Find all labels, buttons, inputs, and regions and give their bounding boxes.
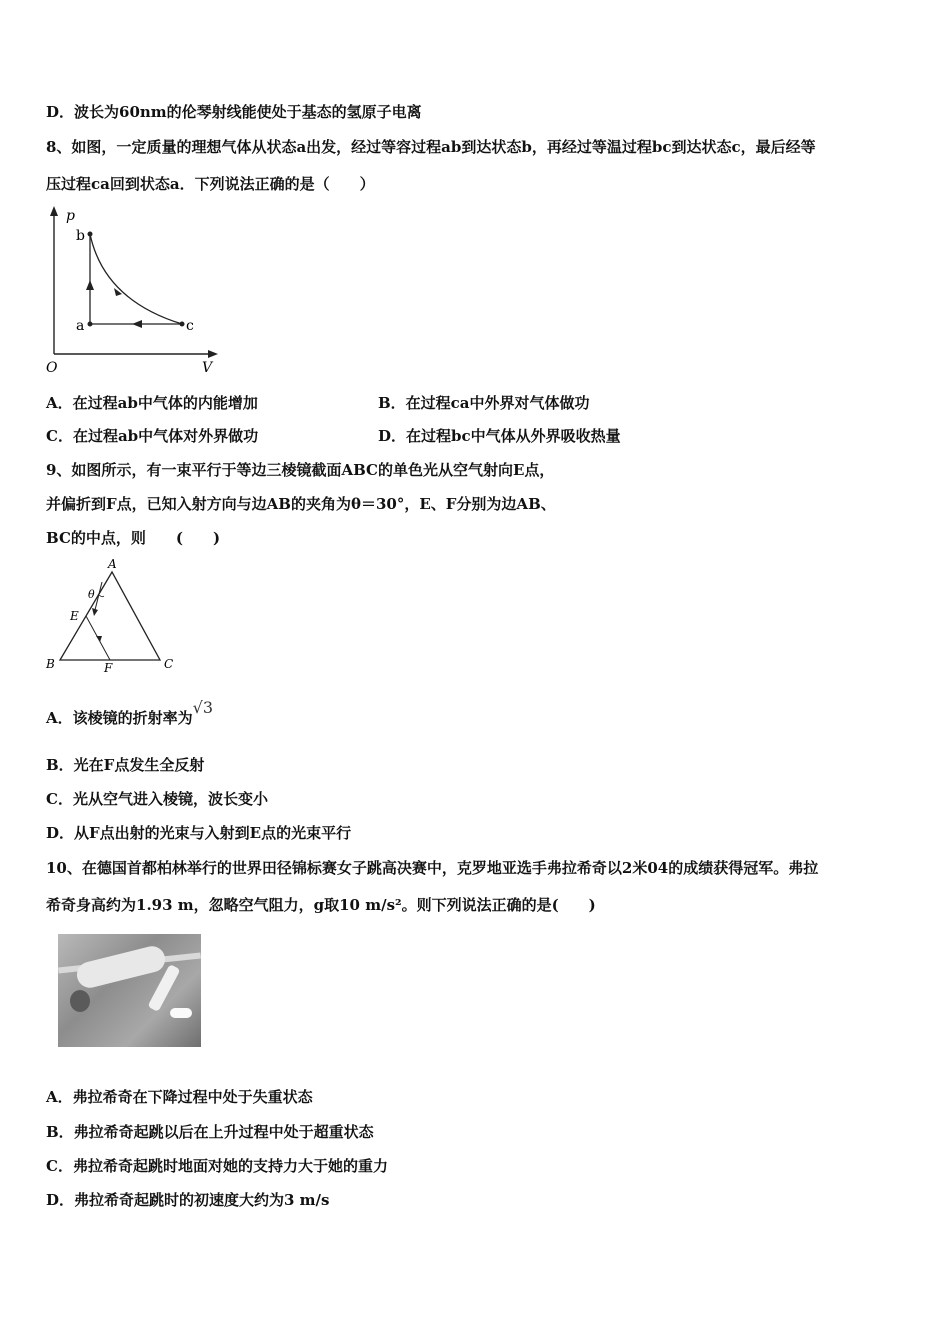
q8-option-b: B．在过程ca中外界对气体做功 <box>378 394 590 412</box>
vertex-c-label: C <box>164 657 174 671</box>
axis-p-label: p <box>66 208 75 224</box>
q10-option-b: B．弗拉希奇起跳以后在上升过程中处于超重状态 <box>46 1123 374 1141</box>
point-b-label: b <box>76 228 85 244</box>
point-a-label: a <box>76 318 85 334</box>
q9-stem-line2: 并偏折到F点，已知入射方向与边AB的夹角为θ＝30°，E、F分别为边AB、 <box>46 495 556 513</box>
q10-option-c: C．弗拉希奇起跳时地面对她的支持力大于她的重力 <box>46 1157 388 1175</box>
q8-option-c: C．在过程ab中气体对外界做功 <box>46 427 259 445</box>
point-f-label: F <box>104 661 113 675</box>
photo-athlete-shoe <box>170 1008 192 1018</box>
photo-athlete-body <box>74 943 168 990</box>
q7-option-d: D．波长为60nm的伦琴射线能使处于基态的氢原子电离 <box>46 103 422 121</box>
q8-stem-line1: 8、如图，一定质量的理想气体从状态a出发，经过等容过程ab到达状态b，再经过等温过程bc到达状态c，最后经等 <box>46 138 816 156</box>
q8-option-a: A．在过程ab中气体的内能增加 <box>46 394 258 412</box>
q10-option-a: A．弗拉希奇在下降过程中处于失重状态 <box>46 1088 313 1106</box>
q8-stem-line2: 压过程ca回到状态a．下列说法正确的是（ ） <box>46 175 375 193</box>
q9-stem-line1: 9、如图所示，有一束平行于等边三棱镜截面ABC的单色光从空气射向E点， <box>46 461 555 479</box>
vertex-a-label: A <box>108 557 117 571</box>
axis-v-label: V <box>202 360 213 376</box>
high-jump-photo <box>58 934 201 1047</box>
q9-option-a-text: A．该棱镜的折射率为 <box>46 709 193 727</box>
q10-stem-line2: 希奇身高约为1.93 m，忽略空气阻力，g取10 m/s²。则下列说法正确的是( ) <box>46 896 596 914</box>
origin-label: O <box>46 360 58 376</box>
q9-stem-line3: BC的中点，则 ( ) <box>46 529 221 547</box>
photo-athlete-head <box>70 990 90 1012</box>
point-c-label: c <box>186 318 194 334</box>
q9-option-a <box>46 698 214 728</box>
q9-option-c: C．光从空气进入棱镜，波长变小 <box>46 790 268 808</box>
prism-diagram <box>44 556 184 678</box>
q10-stem-line1: 10、在德国首都柏林举行的世界田径锦标赛女子跳高决赛中，克罗地亚选手弗拉希奇以2米04的成绩获得冠军。弗拉 <box>46 859 819 877</box>
q10-option-d: D．弗拉希奇起跳时的初速度大约为3 m/s <box>46 1191 330 1209</box>
vertex-b-label: B <box>46 657 55 671</box>
q9-option-b: B．光在F点发生全反射 <box>46 756 205 774</box>
pv-diagram <box>44 204 224 376</box>
sqrt3: √3 <box>192 698 214 717</box>
point-e-label: E <box>70 609 79 623</box>
q9-option-d: D．从F点出射的光束与入射到E点的光束平行 <box>46 824 352 842</box>
q8-option-d: D．在过程bc中气体从外界吸收热量 <box>378 427 621 445</box>
theta-label: θ <box>88 588 95 601</box>
